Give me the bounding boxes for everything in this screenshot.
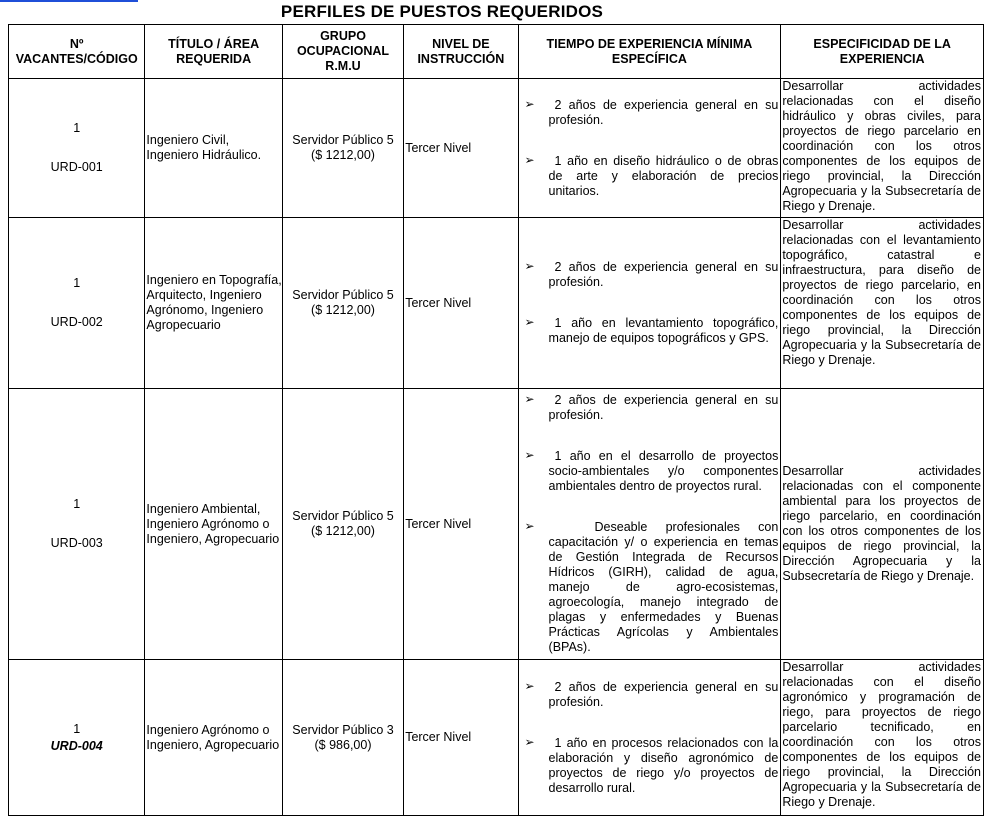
vacantes-count: 1 bbox=[73, 721, 81, 736]
header-nivel: NIVEL DE INSTRUCCIÓN bbox=[404, 25, 518, 79]
tiempo-list bbox=[519, 98, 781, 199]
list-item: ➢ 1 año en diseño hidráulico o de obras de arte y elaboración de precios unitarios. bbox=[524, 152, 779, 198]
header-grupo: GRUPO OCUPACIONAL R.M.U bbox=[282, 25, 403, 79]
grupo-cell bbox=[282, 389, 403, 660]
arrowhead-bullet-icon: ➢ bbox=[524, 519, 535, 533]
list-item: ➢ Deseable profesionales con capacitación y/ o experiencia en temas de Gestión Integrada de Recursos Hídricos (GIRH), calidad de agua, manejo de agro-ecosistemas, agroecología, manejo integrado de plagas y enfermedades y Buenas Prácticas Agrícolas y Ambientales (BPAs). bbox=[524, 519, 779, 654]
list-item: ➢ 1 año en el desarrollo de proyectos socio-ambientales y/o componentes ambientales dentro de proyectos rural. bbox=[524, 448, 779, 493]
especificidad-cell: Desarrollar actividades relacionadas con el diseño hidráulico y obras civiles, para proyectos de riego parcelario en coordinación con los otros componentes de los equipos de riego provincial, la Dirección Agropecuaria y la Subsecretaría de Riego y Drenaje. bbox=[781, 79, 984, 218]
vacante-code: URD-004 bbox=[50, 738, 103, 753]
list-item: ➢ 1 año en procesos relacionados con la elaboración y diseño agronómico de proyectos de riego y/o proyectos de desarrollo rural. bbox=[524, 734, 779, 795]
especificidad-cell: Desarrollar actividades relacionadas con el levantamiento topográfico, catastral e infraestructura, para diseño de proyectos de riego parcelario, en coordinación con los otros componentes de los equipos de riego provincial, la Dirección Agropecuaria y la Subsecretaría de Riego y Drenaje. bbox=[781, 218, 984, 389]
vacantes-count: 1 bbox=[73, 497, 81, 511]
tiempo-cell bbox=[518, 660, 781, 816]
list-item: ➢ 2 años de experiencia general en su profesión. bbox=[524, 259, 779, 289]
tiempo-list bbox=[519, 260, 781, 346]
nivel-cell: Tercer Nivel bbox=[404, 660, 518, 816]
vacantes-count: 1 bbox=[73, 121, 81, 135]
header-titulo: TÍTULO / ÁREA REQUERIDA bbox=[145, 25, 282, 79]
list-item: ➢ 2 años de experiencia general en su profesión. bbox=[524, 678, 779, 709]
grupo-label: Servidor Público 5 bbox=[292, 288, 394, 302]
vacantes-cell bbox=[9, 389, 145, 660]
tiempo-cell bbox=[518, 79, 781, 218]
titulo-cell: Ingeniero Agrónomo o Ingeniero, Agropecuario bbox=[145, 660, 282, 816]
especificidad-cell: Desarrollar actividades relacionadas con el diseño agronómico y programación de riego, para proyectos de riego parcelario tecnificado, en coordinación con los otros componentes de los equipos de riego provincial, la Dirección Agropecuaria y la Subsecretaría de Riego y Drenaje. bbox=[781, 660, 984, 816]
header-especificidad: ESPECIFICIDAD DE LA EXPERIENCIA bbox=[781, 25, 984, 79]
vacantes-cell bbox=[9, 79, 145, 218]
tiempo-list bbox=[519, 393, 781, 655]
arrowhead-bullet-icon: ➢ bbox=[524, 259, 535, 273]
rmu-value: ($ 1212,00) bbox=[311, 524, 375, 538]
list-item: ➢ 2 años de experiencia general en su profesión. bbox=[524, 392, 779, 422]
tiempo-list bbox=[519, 680, 781, 796]
nivel-cell: Tercer Nivel bbox=[404, 79, 518, 218]
vacante-code: URD-001 bbox=[50, 160, 103, 174]
grupo-cell bbox=[282, 660, 403, 816]
nivel-cell: Tercer Nivel bbox=[404, 389, 518, 660]
arrowhead-bullet-icon: ➢ bbox=[524, 392, 535, 406]
rmu-value: ($ 1212,00) bbox=[311, 303, 375, 317]
arrowhead-bullet-icon: ➢ bbox=[524, 448, 535, 462]
vacante-code: URD-003 bbox=[50, 536, 103, 550]
vacantes-cell bbox=[9, 218, 145, 389]
grupo-cell bbox=[282, 218, 403, 389]
list-item: ➢ 1 año en levantamiento topográfico, manejo de equipos topográficos y GPS. bbox=[524, 315, 779, 345]
titulo-cell: Ingeniero en Topografía, Arquitecto, Ingeniero Agrónomo, Ingeniero Agropecuario bbox=[145, 218, 282, 389]
table-row bbox=[9, 218, 984, 389]
table-row bbox=[9, 660, 984, 816]
grupo-cell bbox=[282, 79, 403, 218]
header-vacantes: Nº VACANTES/CÓDIGO bbox=[9, 25, 145, 79]
list-item: ➢ 2 años de experiencia general en su profesión. bbox=[524, 96, 779, 127]
arrowhead-bullet-icon: ➢ bbox=[524, 678, 535, 693]
nivel-cell: Tercer Nivel bbox=[404, 218, 518, 389]
especificidad-cell: Desarrollar actividades relacionadas con el componente ambiental para los proyectos de riego parcelario, en coordinación con los otros componentes de los equipos de riego provincial, la Dirección Agropecuaria y la Subsecretaría de Riego y Drenaje. bbox=[781, 389, 984, 660]
titulo-cell: Ingeniero Ambiental, Ingeniero Agrónomo o Ingeniero, Agropecuario bbox=[145, 389, 282, 660]
arrowhead-bullet-icon: ➢ bbox=[524, 152, 535, 167]
profiles-table bbox=[8, 24, 984, 816]
table-row bbox=[9, 79, 984, 218]
arrowhead-bullet-icon: ➢ bbox=[524, 96, 535, 111]
header-row bbox=[9, 25, 984, 79]
tiempo-cell bbox=[518, 218, 781, 389]
arrowhead-bullet-icon: ➢ bbox=[524, 315, 535, 329]
tiempo-cell bbox=[518, 389, 781, 660]
titulo-cell: Ingeniero Civil, Ingeniero Hidráulico. bbox=[145, 79, 282, 218]
grupo-label: Servidor Público 5 bbox=[292, 133, 394, 147]
header-tiempo: TIEMPO DE EXPERIENCIA MÍNIMA ESPECÍFICA bbox=[518, 25, 781, 79]
vacante-code: URD-002 bbox=[50, 315, 103, 329]
vacantes-count: 1 bbox=[73, 276, 81, 290]
rmu-value: ($ 1212,00) bbox=[311, 148, 375, 162]
grupo-label: Servidor Público 5 bbox=[292, 509, 394, 523]
grupo-label: Servidor Público 3 bbox=[292, 722, 394, 737]
vacantes-cell bbox=[9, 660, 145, 816]
page-title: PERFILES DE PUESTOS REQUERIDOS bbox=[280, 2, 604, 21]
table-row bbox=[9, 389, 984, 660]
arrowhead-bullet-icon: ➢ bbox=[524, 734, 535, 749]
rmu-value: ($ 986,00) bbox=[314, 737, 372, 752]
